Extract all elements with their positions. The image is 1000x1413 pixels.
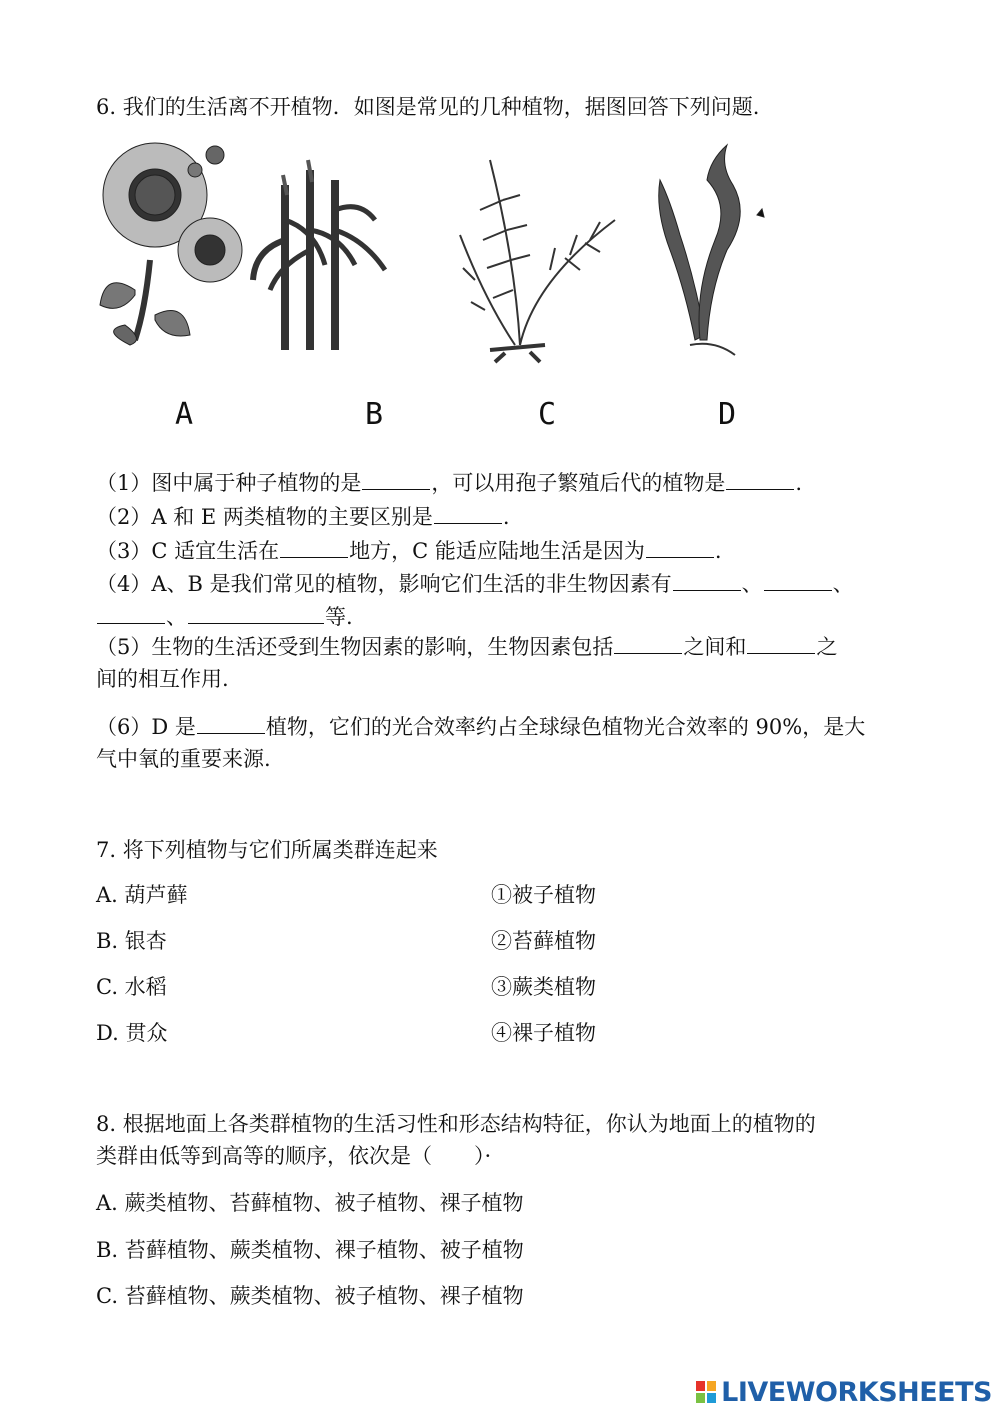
- liveworksheets-logo-icon: [695, 1379, 717, 1405]
- question-6-title: 6. 我们的生活离不开植物．如图是常见的几种植物，据图回答下列问题.: [96, 95, 760, 119]
- q6-sub-6-text-b: 植物，它们的光合效率约占全球绿色植物光合效率的 90%，是大: [265, 715, 866, 739]
- q6-sub-4: [96, 568, 854, 599]
- answer-blank[interactable]: [646, 535, 714, 558]
- q6-sub-2-text-b: .: [502, 505, 510, 529]
- q8-option-a[interactable]: A. 蕨类植物、苔藓植物、被子植物、裸子植物: [96, 1191, 524, 1215]
- fern-image: [460, 160, 615, 362]
- q6-sub-5-text-b: 之间和: [683, 635, 747, 659]
- q6-sub-6-line-2: 气中氧的重要来源.: [96, 747, 271, 771]
- answer-blank[interactable]: [362, 467, 430, 490]
- q7-plant-b[interactable]: B. 银杏: [96, 929, 167, 953]
- q6-sub-1: [96, 467, 802, 498]
- separator: 、: [832, 572, 854, 596]
- answer-blank[interactable]: [280, 535, 348, 558]
- q6-sub-4-line-2: [96, 601, 353, 632]
- q7-plant-a[interactable]: A. 葫芦藓: [96, 883, 188, 907]
- q7-group-1[interactable]: ①被子植物: [491, 883, 596, 907]
- q6-sub-2-text-a: （2）A 和 E 两类植物的主要区别是: [96, 505, 433, 529]
- question-8-title: 8. 根据地面上各类群植物的生活习性和形态结构特征，你认为地面上的植物的: [96, 1112, 816, 1136]
- q8-option-b[interactable]: B. 苔藓植物、蕨类植物、裸子植物、被子植物: [96, 1238, 524, 1262]
- q6-sub-1-text-a: （1）图中属于种子植物的是: [96, 471, 362, 495]
- q7-group-2[interactable]: ②苔藓植物: [491, 929, 596, 953]
- q7-row-2: [96, 926, 596, 956]
- question-7-title: 7. 将下列植物与它们所属类群连起来: [96, 838, 438, 862]
- q6-sub-1-text-b: ，可以用孢子繁殖后代的植物是: [431, 471, 726, 495]
- q7-plant-c[interactable]: C. 水稻: [96, 975, 167, 999]
- watermark-text: LIVEWORKSHEETS: [721, 1376, 992, 1408]
- answer-blank[interactable]: [764, 568, 832, 591]
- plant-illustrations: [95, 140, 795, 440]
- q6-sub-5-line-2: 间的相互作用.: [96, 667, 229, 691]
- answer-blank[interactable]: [197, 711, 265, 734]
- separator: 、: [741, 572, 763, 596]
- q7-plant-d[interactable]: D. 贯众: [96, 1021, 168, 1045]
- answer-blank[interactable]: [188, 601, 324, 624]
- q6-sub-5-text-c: 之: [816, 635, 838, 659]
- figure-label-d: D: [718, 397, 737, 432]
- q6-sub-3-text-c: .: [714, 539, 722, 563]
- q6-sub-5: [96, 631, 837, 662]
- answer-blank[interactable]: [434, 501, 502, 524]
- answer-blank[interactable]: [726, 467, 794, 490]
- figure-label-a: A: [175, 397, 194, 432]
- plant-figure: [95, 140, 795, 440]
- separator: 、: [166, 605, 187, 629]
- figure-label-c: C: [538, 397, 557, 432]
- q7-row-4: [96, 1018, 596, 1048]
- seaweed-image: [659, 145, 764, 355]
- q7-group-4[interactable]: ④裸子植物: [491, 1021, 596, 1045]
- q8-option-c[interactable]: C. 苔藓植物、蕨类植物、被子植物、裸子植物: [96, 1284, 524, 1308]
- figure-label-b: B: [365, 397, 384, 432]
- corn-image: [253, 160, 385, 350]
- answer-blank[interactable]: [614, 631, 682, 654]
- q6-sub-2: [96, 501, 510, 532]
- q6-sub-1-text-c: .: [795, 471, 803, 495]
- q7-row-1: [96, 880, 596, 910]
- liveworksheets-watermark: [695, 1375, 992, 1409]
- answer-blank[interactable]: [747, 631, 815, 654]
- q6-sub-6-text-a: （6）D 是: [96, 715, 196, 739]
- q6-sub-3-text-a: （3）C 适宜生活在: [96, 539, 280, 563]
- question-8-title-line-2: 类群由低等到高等的顺序，依次是（ ）·: [96, 1144, 492, 1168]
- q6-sub-3-text-b: 地方，C 能适应陆地生活是因为: [349, 539, 645, 563]
- q6-sub-4-text-a: （4）A、B 是我们常见的植物，影响它们生活的非生物因素有: [96, 572, 672, 596]
- answer-blank[interactable]: [97, 601, 165, 624]
- q6-sub-6: [96, 711, 865, 742]
- q6-sub-3: [96, 535, 722, 566]
- q6-sub-5-text-a: （5）生物的生活还受到生物因素的影响，生物因素包括: [96, 635, 614, 659]
- sunflower-image: [100, 143, 242, 345]
- q6-sub-4-text-c: 等.: [325, 605, 353, 629]
- answer-blank[interactable]: [673, 568, 741, 591]
- q7-row-3: [96, 972, 596, 1002]
- q7-group-3[interactable]: ③蕨类植物: [491, 975, 596, 999]
